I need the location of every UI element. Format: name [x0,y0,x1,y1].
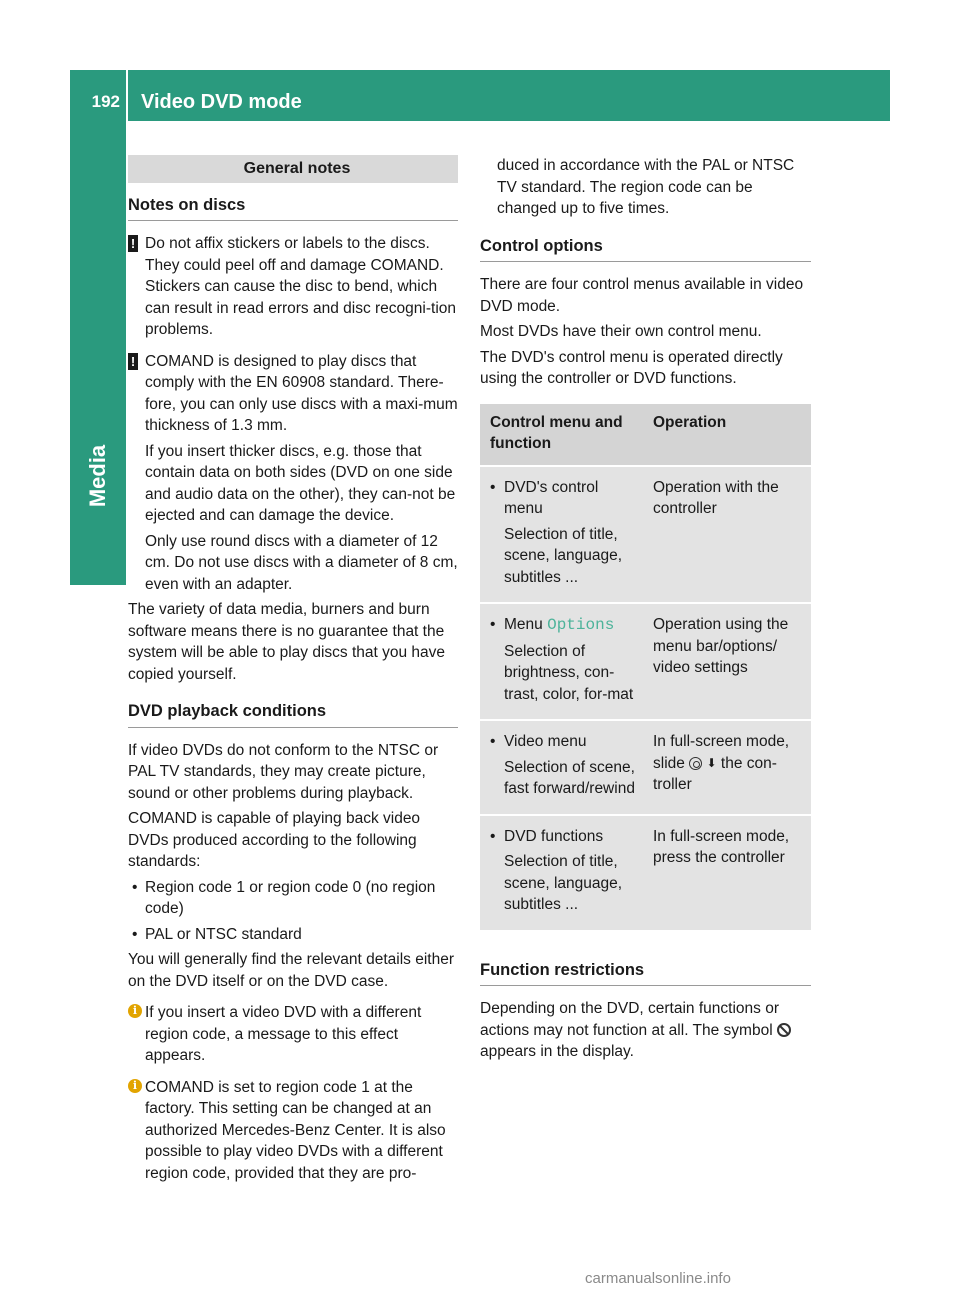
paragraph-restrictions: Depending on the DVD, certain functions or actions may not function at all. The symbol appears in the display. [480,998,811,1063]
operation-cell: In full-screen mode, press the controller [643,816,811,930]
column-header-operation: Operation [643,404,811,465]
watermark: carmanualsonline.info [585,1270,731,1287]
prohibited-icon [777,1023,791,1037]
warning-note-diameter: Only use round discs with a diameter of 12 cm. Do not use discs with a diameter of 8 cm, even with an adapter. [145,532,458,593]
exclamation-icon: ! [128,351,138,373]
table-row [480,816,811,930]
menu-name: • DVD's control menu [490,477,635,520]
right-column [480,155,811,1067]
left-column [128,155,458,1188]
paragraph-continued: duced in accordance with the PAL or NTSC TV standard. The region code can be changed up to five times. [497,157,795,217]
options-menu-label: Options [547,616,615,634]
notes-heading: Notes on discs [128,189,458,222]
warning-note-standard: ! COMAND is designed to play discs that comply with the EN 60908 standard. There-fore, you can only use discs with a maxi-mum thickness of 1.3 mm. [128,351,458,437]
exclamation-icon: ! [128,233,138,255]
info-note-factory: i COMAND is set to region code 1 at the factory. This setting can be changed at an authorized Mercedes-Benz Center. It is also possible to play video DVDs with a different region code, provided that they are pro- [128,1077,458,1185]
menu-detail: Selection of brightness, con-trast, color, for-mat [504,642,634,703]
menu-detail: Selection of title, scene, language, subtitles ... [504,525,623,586]
side-tab-label: Media [85,444,111,508]
paragraph-media: The variety of data media, burners and burn software means there is no guarantee that the system will be able to play discs that you have copied yourself. [128,601,446,683]
warning-note-thick: If you insert thicker discs, e.g. those that contain data on both sides (DVD on one side and audio data on the other), they can-not be ejected and can damage the device. [145,442,456,524]
paragraph-four-menus: There are four control menus available in video DVD mode. [480,276,804,315]
table-row [480,467,811,603]
info-icon: i [128,1079,142,1093]
list-item-region: • Region code 1 or region code 0 (no region code) [128,877,458,920]
page-number: 192 [70,70,126,121]
paragraph-details: You will generally find the relevant details either on the DVD itself or on the DVD case. [128,951,454,990]
operation-cell: Operation using the menu bar/options/ video settings [643,604,811,719]
list-item-standard: • PAL or NTSC standard [128,924,458,946]
info-note-region: i If you insert a video DVD with a different region code, a message to this effect appears. [128,1002,458,1067]
paragraph-most-dvds: Most DVDs have their own control menu. [480,323,762,340]
page-header-title: Video DVD mode [128,70,890,121]
menu-name: • Menu Options [490,614,635,637]
column-header-menu: Control menu and function [480,404,643,465]
menu-detail: Selection of title, scene, language, subtitles ... [504,853,623,913]
table-row [480,604,811,719]
operation-cell: In full-screen mode, slide ⬇ the con-troller [643,721,811,814]
down-arrow-icon: ⬇ [706,755,717,770]
table-header-row [480,404,811,465]
menu-name: • DVD functions [490,826,635,848]
controller-icon [689,757,702,770]
warning-note-stickers: ! Do not affix stickers or labels to the discs. They could peel off and damage COMAND. Stickers can cause the disc to bend, which can result in read errors and disc recogni-tion problems. [128,233,458,341]
table-row [480,721,811,814]
paragraph-operated: The DVD's control menu is operated directly using the controller or DVD functions. [480,348,783,387]
paragraph-capable: COMAND is capable of playing back video DVDs produced according to the following standards: [128,810,421,870]
menu-name: • Video menu [490,731,635,753]
operation-cell: Operation with the controller [643,467,811,603]
side-tab [70,121,126,585]
info-icon: i [128,1004,142,1018]
playback-heading: DVD playback conditions [128,695,458,728]
control-menu-table [480,402,811,932]
paragraph-ntsc: If video DVDs do not conform to the NTSC or PAL TV standards, they may create picture, sound or other problems during playback. [128,741,439,802]
restrictions-heading: Function restrictions [480,954,811,987]
section-title: General notes [128,155,458,183]
control-options-heading: Control options [480,230,811,263]
menu-detail: Selection of scene, fast forward/rewind [504,758,635,797]
